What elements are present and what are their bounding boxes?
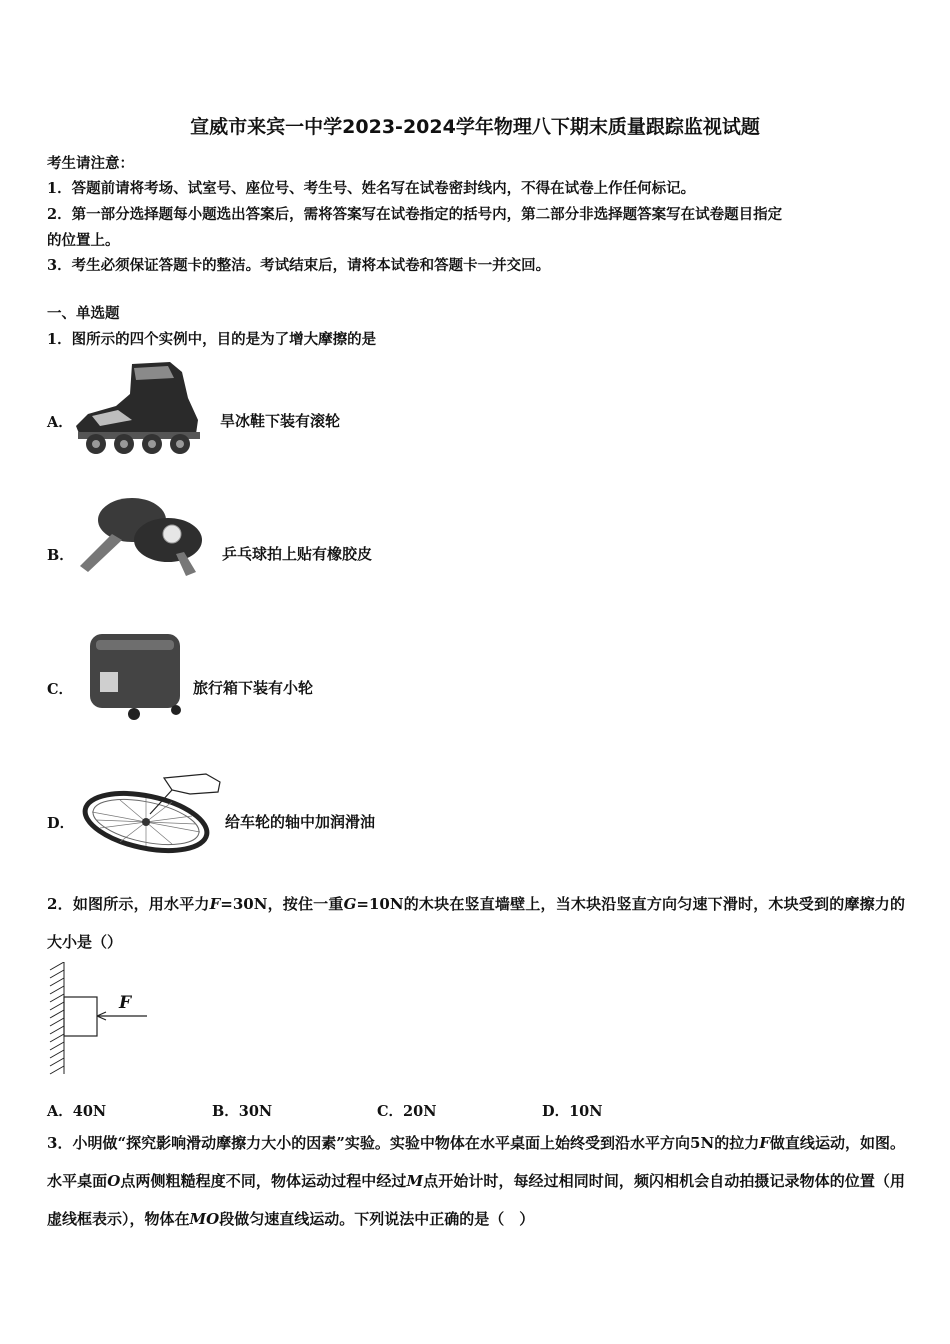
option-b-letter: B． bbox=[47, 547, 74, 564]
option-b-text: 乒乓球拍上贴有橡胶皮 bbox=[222, 545, 373, 563]
question-3-stem: 3．小明做“探究影响滑动摩擦力大小的因素”实验。实验中物体在水平桌面上始终受到沿水平方向5N的拉力F做直线运动，如图。水平桌面O点两侧粗糙程度不同，物体运动过程中经过M点开始计时，每经过相同时间，频闪相机会自动拍摄记录物体的位置（用虚线框表示），物体在MO段做匀速直线运动。下列说法中正确的是（ ） bbox=[47, 1134, 905, 1228]
suitcase-icon bbox=[86, 628, 186, 720]
notice-item: 1．答题前请将考场、试室号、座位号、考生号、姓名写在试卷密封线内，不得在试卷上作任何标记。 bbox=[47, 180, 696, 197]
force-f-label: F bbox=[119, 993, 132, 1013]
option-a-letter: A． bbox=[47, 414, 73, 431]
notice-item: 3．考生必须保证答题卡的整洁。考试结束后，请将本试卷和答题卡一并交回。 bbox=[47, 257, 551, 274]
option-c: C．20N bbox=[377, 1103, 437, 1120]
wall-block-diagram bbox=[44, 962, 154, 1076]
option-b: B．30N bbox=[212, 1103, 273, 1120]
option-a: A．40N bbox=[47, 1103, 107, 1120]
option-c-letter: C． bbox=[47, 681, 74, 698]
question-1-stem: 1．图所示的四个实例中，目的是为了增大摩擦的是 bbox=[47, 331, 377, 348]
notice-item: 2．第一部分选择题每小题选出答案后，需将答案写在试卷指定的括号内，第二部分非选择题答案写在试卷题目指定 bbox=[47, 206, 783, 223]
page-title: 宣威市来宾一中学2023-2024学年物理八下期末质量跟踪监视试题 bbox=[190, 116, 760, 138]
option-c-text: 旅行箱下装有小轮 bbox=[193, 679, 314, 697]
option-d-text: 给车轮的轴中加润滑油 bbox=[225, 813, 376, 831]
inline-skate-icon bbox=[70, 358, 218, 456]
question-2-stem: 2．如图所示，用水平力F=30N，按住一重G=10N的木块在竖直墙壁上，当木块沿竖直方向匀速下滑时，木块受到的摩擦力的大小是（） bbox=[47, 895, 905, 951]
option-d-letter: D． bbox=[47, 815, 75, 832]
option-d: D．10N bbox=[542, 1103, 603, 1120]
section-heading: 一、单选题 bbox=[47, 305, 120, 322]
bicycle-wheel-icon bbox=[80, 770, 226, 854]
notice-item: 的位置上。 bbox=[47, 232, 120, 249]
notice-heading: 考生请注意： bbox=[47, 155, 134, 172]
ping-pong-paddle-icon bbox=[76, 494, 210, 578]
option-a-text: 旱冰鞋下装有滚轮 bbox=[220, 412, 341, 430]
